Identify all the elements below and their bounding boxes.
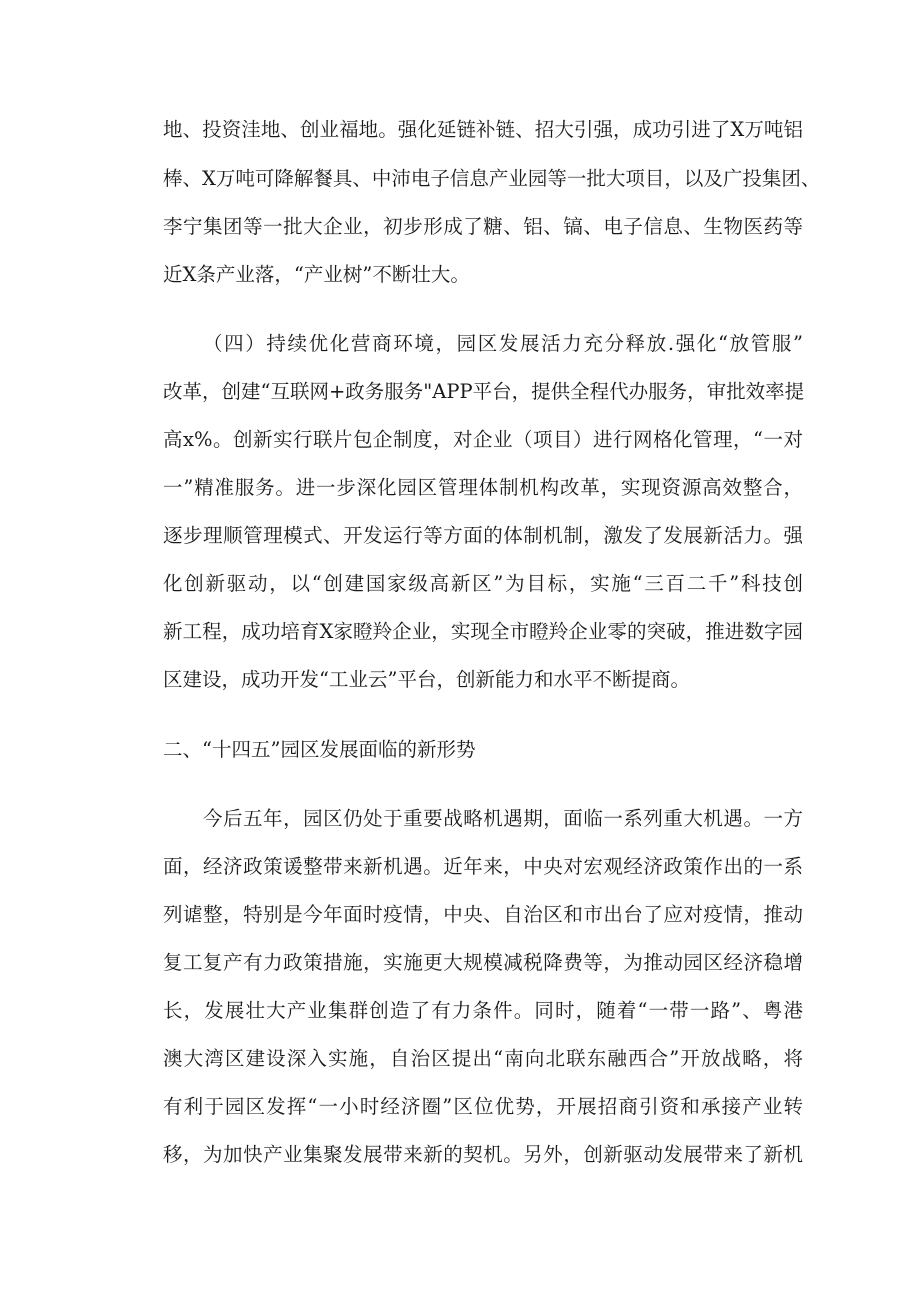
paragraph-3-line-1: 今后五年，园区仍处于重要战略机遇期，面临一系列重大机遇。一方: [203, 807, 803, 830]
paragraph-3-line-4: 复工复产有力政策措施，实施更大规模减税降费等，为推动园区经济稳增: [163, 951, 803, 974]
paragraph-1-line-2: 棒、X万吨可降解餐具、中沛电子信息产业园等一批大项目，以及广投集团、: [163, 167, 821, 190]
paragraph-3-line-7: 有利于园区发挥“一小时经济圈”区位优势，开展招商引资和承接产业转: [163, 1095, 803, 1118]
paragraph-3-line-8: 移，为加快产业集聚发展带来新的契机。另外，创新驱动发展带来了新机: [163, 1143, 803, 1166]
paragraph-1-line-3: 李宁集团等一批大企业，初步形成了糖、铝、镐、电子信息、生物医药等: [163, 215, 803, 238]
paragraph-2-line-2: 改革，创建“互联网+政务服务"APP平台，提供全程代办服务，审批效率提: [163, 380, 805, 403]
paragraph-1-line-1: 地、投资洼地、创业福地。强化延链补链、招大引强，成功引进了X万吨铝: [163, 118, 803, 141]
paragraph-2-line-7: 新工程，成功培育X家瞪羚企业，实现全市瞪羚企业零的突破，推进数字园: [163, 620, 803, 643]
paragraph-2-line-8: 区建设，成功开发“工业云”平台，创新能力和水平不断提商。: [163, 668, 690, 691]
paragraph-2-line-3: 高x%。创新实行联片包企制度，对企业（项目）进行网格化管理，“一对: [163, 428, 803, 451]
paragraph-3-line-6: 澳大湾区建设深入实施，自治区提出“南向北联东融西合”开放战略，将: [163, 1047, 803, 1070]
section-heading: 二、“十四五”园区发展面临的新形势: [163, 738, 476, 761]
paragraph-3-line-5: 长，发展壮大产业集群创造了有力条件。同时，随着“一带一路”、粤港: [163, 999, 803, 1022]
paragraph-3-line-3: 列谑整，特别是今年面时疫情，中央、自治区和市出台了应对疫情，推动: [163, 903, 803, 926]
paragraph-2-line-6: 化创新驱动，以“创建国家级高新区”为目标，实施“三百二千”科技创: [163, 572, 803, 595]
paragraph-2-line-5: 逐步理顺管理模式、开发运行等方面的体制机制，激发了发展新活力。强: [163, 524, 803, 547]
paragraph-2-line-4: 一”精准服务。进一步深化园区管理体制机构改革，实现资源高效整合，: [163, 476, 803, 499]
paragraph-1-line-4: 近X条产业落，“产业树”不断壮大。: [163, 263, 470, 286]
paragraph-3-line-2: 面，经济政策谖整带来新机遇。近年来，中央对宏观经济政策作出的一系: [163, 855, 803, 878]
paragraph-2-line-1: （四）持续优化营商环境，园区发展活力充分释放.强化“放管服”: [203, 332, 803, 355]
